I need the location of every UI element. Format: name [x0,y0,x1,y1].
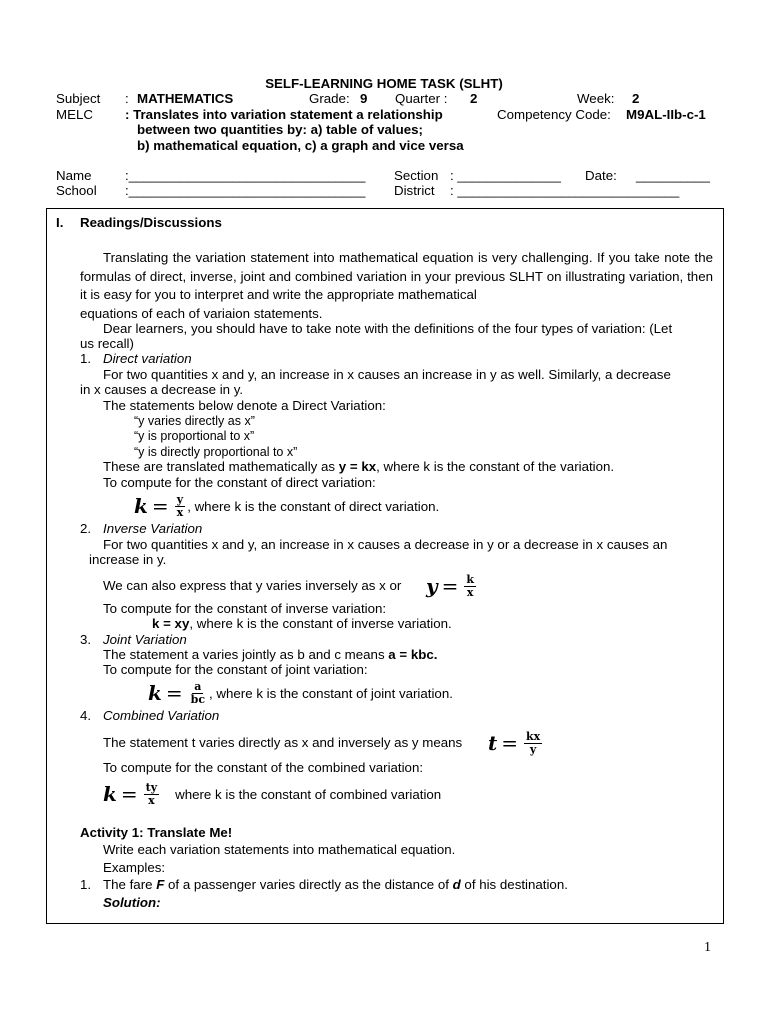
subject-value: MATHEMATICS [137,91,234,106]
intro-p2-line2: us recall) [80,336,134,351]
date-field[interactable]: __________ [636,168,710,183]
joint-formula-denominator: bc [190,692,206,706]
joint-formula-fraction [189,681,207,706]
melc-line-3: b) mathematical equation, c) a graph and vice versa [137,138,464,153]
example-1-pre: The fare [103,877,157,892]
inverse-formula-denominator: x [466,585,474,599]
direct-translated-post: , where k is the constant of the variation. [376,459,615,474]
combined-constant-denominator: x [148,793,155,807]
quarter-value: 2 [470,91,478,106]
inverse-constant-note: , where k is the constant of inverse variation. [189,616,452,631]
direct-formula-numerator: y [176,492,184,506]
melc-line-1: : Translates into variation statement a relationship [125,107,443,122]
week-value: 2 [632,91,640,106]
inverse-formula [426,568,478,604]
activity-instruction: Write each variation statements into mathematical equation. [103,842,456,857]
grade-label: Grade: [309,91,350,106]
inverse-formula-lhs: y [426,574,438,598]
direct-compute: To compute for the constant of direct variation: [103,475,376,490]
document-title: SELF-LEARNING HOME TASK (SLHT) [265,76,503,91]
quarter-label: Quarter : [395,91,448,106]
joint-formula-note: , where k is the constant of joint variation. [209,685,453,701]
joint-title: Joint Variation [103,632,187,647]
combined-constant-fraction [144,782,159,807]
activity-title: Activity 1: Translate Me! [80,825,233,840]
school-field[interactable]: :________________________________ [125,183,366,198]
district-label: District [394,183,435,198]
inverse-compute: To compute for the constant of inverse variation: [103,601,387,616]
inverse-number: 2. [80,521,92,536]
direct-translated-eq: y = kx [338,459,377,474]
section-field[interactable]: : ______________ [450,168,561,183]
combined-formula-denominator: y [529,742,537,756]
melc-label: MELC [56,107,93,122]
combined-title: Combined Variation [103,708,220,723]
direct-statements-intro: The statements below denote a Direct Variation: [103,398,386,413]
direct-title: Direct variation [103,351,192,366]
joint-constant-formula [148,676,453,710]
direct-quote-2: “y is proportional to x” [134,429,255,443]
inverse-def-line2: increase in y. [89,552,167,567]
joint-statement-eq: a = kbc. [388,647,438,662]
joint-compute: To compute for the constant of joint variation: [103,662,368,677]
subject-colon: : [125,91,129,106]
direct-formula-equals: = [151,494,169,518]
joint-number: 3. [80,632,92,647]
joint-formula-lhs: k [148,681,162,705]
direct-quote-3: “y is directly proportional to x” [134,445,298,459]
combined-formula-equals: = [501,731,519,755]
name-label: Name [56,168,92,183]
inverse-def-line1: For two quantities x and y, an increase in x causes a decrease in y or a decrease in x causes an [103,537,668,552]
inverse-express: We can also express that y varies inversely as x or [103,578,402,593]
school-label: School [56,183,97,198]
activity-examples-label: Examples: [103,860,166,875]
competency-label: Competency Code: [497,107,611,122]
section-heading: Readings/Discussions [80,215,222,230]
inverse-formula-equals: = [441,574,459,598]
combined-statement: The statement t varies directly as x and inversely as y means [103,735,463,750]
combined-constant-lhs: k [103,782,117,806]
section-label: Section [394,168,439,183]
direct-formula-lhs: k [134,494,148,518]
example-1-mid: of a passenger varies directly as the distance of [164,877,453,892]
inverse-title: Inverse Variation [103,521,203,536]
name-field[interactable]: :________________________________ [125,168,366,183]
direct-quote-1: “y varies directly as x” [134,414,255,428]
direct-def-line1: For two quantities x and y, an increase in x causes an increase in y as well. Similarly, a decrease [103,367,671,382]
combined-constant-numerator: ty [145,780,158,794]
combined-formula-lhs: t [488,731,498,755]
direct-translated-pre: These are translated mathematically as [103,459,339,474]
section-number: I. [56,215,64,230]
combined-constant-equals: = [120,782,138,806]
inverse-constant-eq: k = xy [152,616,190,631]
direct-formula-note: , where k is the constant of direct variation. [187,498,440,514]
combined-formula [488,724,544,762]
inverse-constant [152,616,452,632]
example-1-text [103,877,568,893]
combined-number: 4. [80,708,92,723]
week-label: Week: [577,91,615,106]
joint-formula-numerator: a [194,679,202,693]
example-1-var-f: F [156,877,165,892]
intro-paragraph-body: Translating the variation statement into mathematical equation is very challenging. If you take note the formulas of direct, inverse, joint and combined variation in your previous SLHT on illustrating variation, then it is easy for you to interpret and write the appropriate mathematical [80,250,713,302]
example-1-var-d: d [452,877,461,892]
district-field[interactable]: : ______________________________ [450,183,680,198]
combined-constant-formula [103,776,441,812]
inverse-formula-fraction [464,574,476,599]
date-label: Date: [585,168,617,183]
direct-constant-formula [134,490,439,522]
joint-statement-pre: The statement a varies jointly as b and c means [103,647,389,662]
example-1-post: of his destination. [460,877,568,892]
inverse-formula-numerator: k [466,572,475,586]
grade-value: 9 [360,91,368,106]
direct-formula-fraction [175,494,186,519]
joint-formula-equals: = [165,681,183,705]
direct-number: 1. [80,351,92,366]
example-1-solution-label: Solution: [103,895,161,910]
combined-formula-fraction [524,731,542,756]
joint-statement [103,647,437,663]
intro-p2-line1: Dear learners, you should have to take note with the definitions of the four types of variation: (Let [103,321,673,336]
subject-label: Subject [56,91,101,106]
direct-formula-denominator: x [176,505,184,519]
melc-line-2: between two quantities by: a) table of values; [137,122,423,137]
direct-def-line2: in x causes a decrease in y. [80,382,244,397]
intro-paragraph-last-line: equations of each of variaion statements. [80,305,323,321]
combined-constant-note: where k is the constant of combined variation [175,786,442,802]
example-1-number: 1. [80,877,92,892]
direct-translated [103,459,614,475]
combined-formula-numerator: kx [526,729,541,743]
competency-value: M9AL-IIb-c-1 [626,107,706,122]
intro-paragraph [80,249,713,323]
combined-compute: To compute for the constant of the combined variation: [103,760,424,775]
page-number: 1 [704,940,711,955]
